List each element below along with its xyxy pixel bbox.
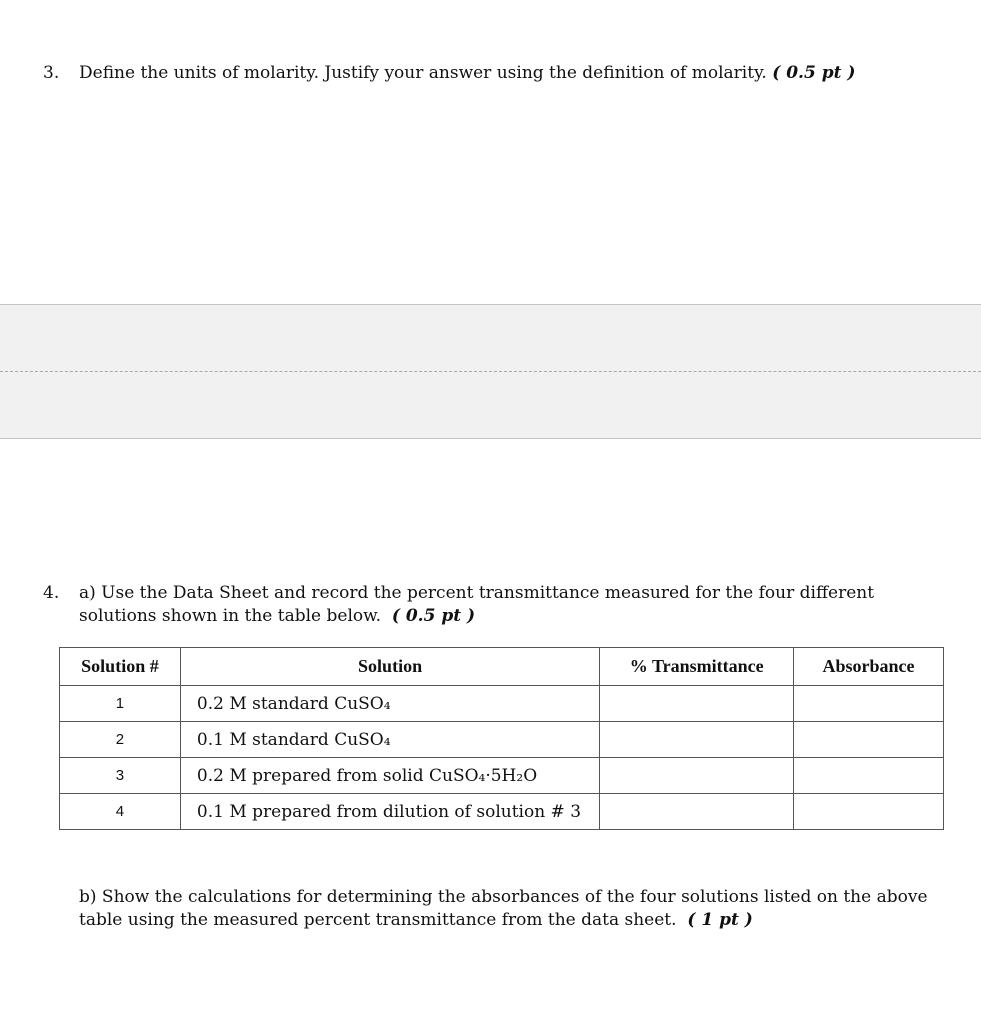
row-number-cell: 3 <box>60 758 181 794</box>
row-solution-cell: 0.1 M standard CuSO₄ <box>180 722 599 758</box>
row-number-cell: 2 <box>60 722 181 758</box>
answer-area[interactable] <box>0 304 981 439</box>
table-row <box>60 794 944 830</box>
row-number-cell: 4 <box>60 794 181 830</box>
header-solution: Solution <box>180 648 599 686</box>
table-header-row <box>60 648 944 686</box>
transmittance-cell[interactable] <box>600 722 794 758</box>
transmittance-cell[interactable] <box>600 758 794 794</box>
table-row <box>60 686 944 722</box>
question-3-points: ( 0.5 pt ) <box>772 63 856 83</box>
question-4a <box>43 582 874 628</box>
question-4b-points: ( 1 pt ) <box>687 910 753 930</box>
transmittance-cell[interactable] <box>600 794 794 830</box>
question-3 <box>43 61 855 85</box>
row-solution-cell: 0.2 M prepared from solid CuSO₄·5H₂O <box>180 758 599 794</box>
dashed-divider <box>0 371 981 372</box>
absorbance-cell[interactable] <box>794 758 944 794</box>
header-absorbance: Absorbance <box>794 648 944 686</box>
row-solution-cell: 0.2 M standard CuSO₄ <box>180 686 599 722</box>
table-row <box>60 758 944 794</box>
table-row <box>60 722 944 758</box>
absorbance-cell[interactable] <box>794 794 944 830</box>
question-4a-line2: solutions shown in the table below. <box>79 606 382 626</box>
transmittance-cell[interactable] <box>600 686 794 722</box>
question-4-number: 4. <box>43 583 60 603</box>
row-solution-cell: 0.1 M prepared from dilution of solution # 3 <box>180 794 599 830</box>
header-solution-number: Solution # <box>60 648 181 686</box>
row-number-cell: 1 <box>60 686 181 722</box>
question-4a-line1: a) Use the Data Sheet and record the percent transmittance measured for the four different <box>79 583 875 603</box>
question-4a-points: ( 0.5 pt ) <box>391 606 476 626</box>
question-4b-line1: b) Show the calculations for determining the absorbances of the four solutions listed on the above <box>79 887 928 907</box>
absorbance-cell[interactable] <box>794 722 944 758</box>
question-4b-line2: table using the measured percent transmittance from the data sheet. <box>79 910 677 930</box>
absorbance-cell[interactable] <box>794 686 944 722</box>
question-3-text: Define the units of molarity. Justify your answer using the definition of molarity. <box>79 63 767 83</box>
header-transmittance: % Transmittance <box>600 648 794 686</box>
question-4b <box>79 886 928 932</box>
transmittance-table <box>59 647 944 830</box>
question-3-number: 3. <box>43 63 60 83</box>
